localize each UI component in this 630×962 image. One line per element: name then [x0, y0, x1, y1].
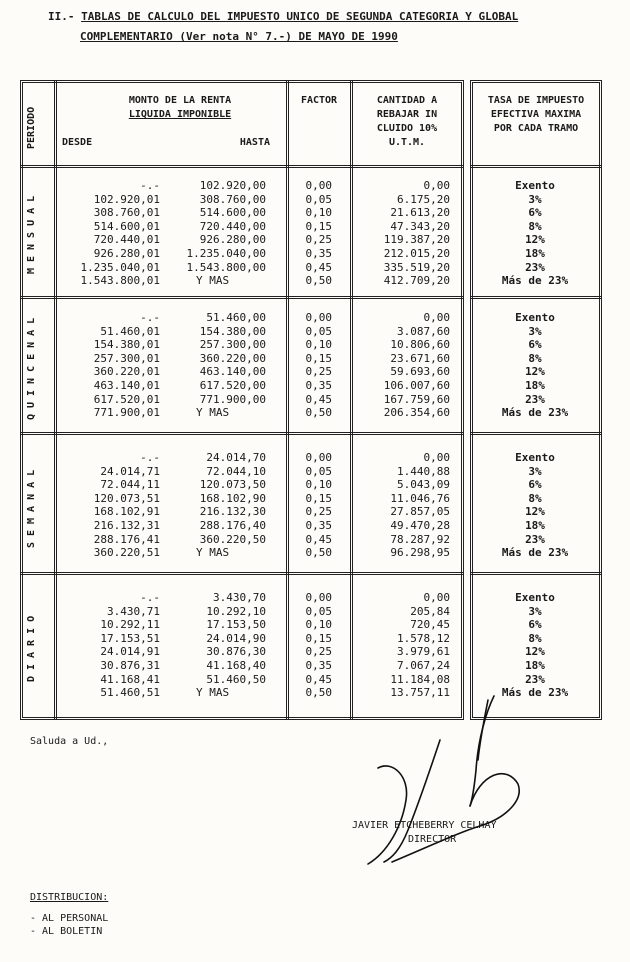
cell-hasta: 216.132,30 — [199, 505, 266, 519]
cell-desde: 514.600,01 — [93, 219, 160, 233]
cell-cantidad: 212.015,20 — [383, 247, 450, 260]
cell-desde: -.- — [140, 179, 160, 192]
distribution-title: DISTRIBUCION: — [30, 892, 109, 903]
cell-factor: 0,00 — [305, 451, 332, 464]
cell-desde: 10.292,11 — [100, 618, 160, 632]
cell-desde: 1.543.800,01 — [80, 274, 160, 288]
section-divider-2a — [20, 432, 464, 435]
cell-factor: 0,15 — [305, 219, 332, 233]
cell-desde: 216.132,31 — [93, 519, 160, 532]
cell-desde: 1.235.040,01 — [80, 260, 160, 274]
cell-hasta: 3.430,70 — [213, 591, 266, 604]
cell-factor: 0,15 — [305, 491, 332, 505]
cell-hasta: 257.300,00 — [199, 338, 266, 352]
header-monto-line2: LIQUIDA IMPONIBLE — [128, 109, 232, 120]
section-divider-2b — [470, 432, 602, 435]
header-divider-a — [20, 165, 464, 168]
cell-factor: 0,45 — [305, 392, 332, 406]
cell-factor: 0,35 — [305, 379, 332, 392]
cell-tasa: 6% — [528, 206, 542, 220]
cell-desde: 720.440,01 — [93, 233, 160, 247]
closing-text: Saluda a Ud., — [30, 736, 109, 747]
cell-cantidad: 11.046,76 — [390, 491, 450, 505]
signatory-title: DIRECTOR — [408, 834, 457, 845]
cell-tasa: 18% — [525, 519, 545, 532]
cell-cantidad: 11.184,08 — [390, 672, 450, 686]
cell-cantidad: 720,45 — [410, 618, 450, 632]
cell-tasa: Exento — [515, 311, 555, 324]
cell-tasa: 3% — [528, 464, 542, 478]
cell-factor: 0,05 — [305, 464, 332, 478]
header-periodo: PERIODO — [26, 106, 37, 150]
cell-hasta: 72.044,10 — [206, 464, 266, 478]
header-tasa-line1: TASA DE IMPUESTO — [487, 95, 585, 106]
period-label-mensual: MENSUAL — [26, 189, 37, 275]
cell-hasta: 41.168,40 — [206, 659, 266, 672]
cell-desde: 30.876,31 — [100, 659, 160, 672]
cell-factor: 0,35 — [305, 247, 332, 260]
cell-desde: -.- — [140, 311, 160, 324]
factor-column-divider — [286, 80, 289, 720]
cell-desde: 102.920,01 — [93, 192, 160, 206]
cell-factor: 0,45 — [305, 532, 332, 546]
cell-tasa: 18% — [525, 659, 545, 672]
cell-desde: 72.044,11 — [100, 478, 160, 492]
cell-hasta: 1.543.800,00 — [186, 260, 266, 274]
cell-hasta: Y MAS — [196, 406, 230, 420]
cell-factor: 0,10 — [305, 338, 332, 352]
cell-cantidad: 335.519,20 — [383, 260, 450, 274]
cell-hasta: 154.380,00 — [199, 324, 266, 338]
document-title-line1 — [48, 10, 518, 23]
cell-desde: -.- — [140, 591, 160, 604]
cell-cantidad: 1.440,88 — [397, 464, 450, 478]
cell-hasta: 24.014,90 — [206, 631, 266, 645]
header-factor: FACTOR — [300, 95, 338, 106]
cell-cantidad: 6.175,20 — [397, 192, 450, 206]
cell-hasta: 51.460,00 — [206, 311, 266, 324]
distribution-item: - AL BOLETIN — [30, 926, 103, 937]
cell-tasa: Exento — [515, 451, 555, 464]
cantidad-column-divider — [350, 80, 353, 720]
cell-cantidad: 3.979,61 — [397, 645, 450, 659]
distribution-item: - AL PERSONAL — [30, 913, 109, 924]
cell-hasta: 120.073,50 — [199, 478, 266, 492]
cell-tasa: Más de 23% — [501, 546, 569, 560]
cell-tasa: Exento — [515, 591, 555, 604]
cell-cantidad: 119.387,20 — [383, 233, 450, 247]
cell-factor: 0,50 — [305, 274, 332, 288]
cell-factor: 0,50 — [305, 686, 332, 700]
header-tasa-line2: EFECTIVA MAXIMA — [490, 109, 582, 120]
cell-desde: 154.380,01 — [93, 338, 160, 352]
cell-factor: 0,10 — [305, 478, 332, 492]
cell-tasa: 18% — [525, 247, 545, 260]
cell-tasa: 12% — [525, 365, 545, 379]
cell-factor: 0,35 — [305, 519, 332, 532]
cell-cantidad: 0,00 — [423, 311, 450, 324]
cell-factor: 0,10 — [305, 618, 332, 632]
document-title-line2 — [80, 30, 398, 43]
cell-hasta: 1.235.040,00 — [186, 247, 266, 260]
cell-factor: 0,10 — [305, 206, 332, 220]
cell-desde: 771.900,01 — [93, 406, 160, 420]
cell-factor: 0,50 — [305, 546, 332, 560]
cell-factor: 0,45 — [305, 260, 332, 274]
cell-factor: 0,05 — [305, 324, 332, 338]
cell-hasta: Y MAS — [196, 686, 230, 700]
cell-tasa: 12% — [525, 233, 545, 247]
section-divider-1a — [20, 296, 464, 299]
cell-tasa: 12% — [525, 645, 545, 659]
cell-hasta: 720.440,00 — [199, 219, 266, 233]
header-cantidad-line1: CANTIDAD A — [376, 95, 438, 106]
cell-desde: 360.220,51 — [93, 546, 160, 560]
cell-factor: 0,00 — [305, 179, 332, 192]
cell-cantidad: 78.287,92 — [390, 532, 450, 546]
cell-hasta: 30.876,30 — [206, 645, 266, 659]
section-divider-3b — [470, 572, 602, 575]
cell-hasta: 51.460,50 — [206, 672, 266, 686]
cell-tasa: 23% — [525, 672, 545, 686]
cell-hasta: 17.153,50 — [206, 618, 266, 632]
cell-cantidad: 27.857,05 — [390, 505, 450, 519]
cell-hasta: 288.176,40 — [199, 519, 266, 532]
cell-tasa: 8% — [528, 219, 542, 233]
cell-desde: 41.168,41 — [100, 672, 160, 686]
header-cantidad-line4: U.T.M. — [388, 137, 426, 148]
cell-cantidad: 5.043,09 — [397, 478, 450, 492]
cell-factor: 0,05 — [305, 192, 332, 206]
cell-tasa: 18% — [525, 379, 545, 392]
header-desde: DESDE — [62, 137, 93, 148]
cell-desde: 17.153,51 — [100, 631, 160, 645]
cell-cantidad: 0,00 — [423, 591, 450, 604]
section-divider-3a — [20, 572, 464, 575]
cell-cantidad: 412.709,20 — [383, 274, 450, 288]
cell-cantidad: 47.343,20 — [390, 219, 450, 233]
cell-cantidad: 10.806,60 — [390, 338, 450, 352]
header-tasa-line3: POR CADA TRAMO — [493, 123, 579, 134]
cell-hasta: 360.220,50 — [199, 532, 266, 546]
cell-desde: 288.176,41 — [93, 532, 160, 546]
cell-tasa: 23% — [525, 260, 545, 274]
cell-cantidad: 106.007,60 — [383, 379, 450, 392]
cell-hasta: Y MAS — [196, 274, 230, 288]
cell-cantidad: 96.298,95 — [390, 546, 450, 560]
cell-cantidad: 167.759,60 — [383, 392, 450, 406]
cell-factor: 0,25 — [305, 365, 332, 379]
cell-cantidad: 1.578,12 — [397, 631, 450, 645]
cell-cantidad: 59.693,60 — [390, 365, 450, 379]
section-divider-1b — [470, 296, 602, 299]
header-monto-line1: MONTO DE LA RENTA — [128, 95, 232, 106]
cell-tasa: 6% — [528, 478, 542, 492]
cell-cantidad: 0,00 — [423, 451, 450, 464]
cell-tasa: Exento — [515, 179, 555, 192]
cell-tasa: 3% — [528, 604, 542, 618]
cell-tasa: 6% — [528, 618, 542, 632]
cell-hasta: 10.292,10 — [206, 604, 266, 618]
period-label-quincenal: QUINCENAL — [26, 311, 37, 421]
cell-hasta: Y MAS — [196, 546, 230, 560]
cell-tasa: 23% — [525, 532, 545, 546]
cell-desde: 120.073,51 — [93, 491, 160, 505]
cell-cantidad: 21.613,20 — [390, 206, 450, 220]
cell-tasa: Más de 23% — [501, 686, 569, 700]
cell-factor: 0,25 — [305, 645, 332, 659]
title-prefix: II.- — [48, 10, 82, 23]
cell-factor: 0,05 — [305, 604, 332, 618]
cell-desde: 51.460,01 — [100, 324, 160, 338]
cell-factor: 0,25 — [305, 505, 332, 519]
cell-cantidad: 49.470,28 — [390, 519, 450, 532]
cell-factor: 0,00 — [305, 311, 332, 324]
cell-hasta: 514.600,00 — [199, 206, 266, 220]
title-text-2: COMPLEMENTARIO (Ver nota N° 7.-) DE MAYO DE 1990 — [80, 30, 398, 43]
cell-desde: 617.520,01 — [93, 392, 160, 406]
cell-tasa: 8% — [528, 351, 542, 365]
cell-hasta: 617.520,00 — [199, 379, 266, 392]
cell-cantidad: 0,00 — [423, 179, 450, 192]
cell-tasa: 8% — [528, 631, 542, 645]
title-text-1: TABLAS DE CALCULO DEL IMPUESTO UNICO DE SEGUNDA CATEGORIA Y GLOBAL — [81, 10, 519, 23]
cell-desde: 24.014,91 — [100, 645, 160, 659]
cell-factor: 0,35 — [305, 659, 332, 672]
period-label-diario: DIARIO — [26, 609, 37, 683]
cell-hasta: 308.760,00 — [199, 192, 266, 206]
cell-cantidad: 205,84 — [410, 604, 450, 618]
cell-desde: 3.430,71 — [107, 604, 160, 618]
header-cantidad-line3: CLUIDO 10% — [376, 123, 438, 134]
cell-factor: 0,50 — [305, 406, 332, 420]
signatory-name: JAVIER ETCHEBERRY CELHAY — [352, 820, 497, 831]
cell-desde: 257.300,01 — [93, 351, 160, 365]
cell-tasa: Más de 23% — [501, 274, 569, 288]
cell-factor: 0,15 — [305, 631, 332, 645]
period-label-semanal: SEMANAL — [26, 463, 37, 549]
cell-hasta: 771.900,00 — [199, 392, 266, 406]
cell-tasa: 12% — [525, 505, 545, 519]
cell-hasta: 168.102,90 — [199, 491, 266, 505]
cell-desde: 51.460,51 — [100, 686, 160, 700]
cell-hasta: 360.220,00 — [199, 351, 266, 365]
cell-factor: 0,15 — [305, 351, 332, 365]
cell-tasa: 23% — [525, 392, 545, 406]
cell-hasta: 102.920,00 — [199, 179, 266, 192]
cell-factor: 0,25 — [305, 233, 332, 247]
cell-hasta: 463.140,00 — [199, 365, 266, 379]
cell-desde: -.- — [140, 451, 160, 464]
header-cantidad-line2: REBAJAR IN — [376, 109, 438, 120]
header-hasta: HASTA — [239, 137, 270, 148]
cell-cantidad: 7.067,24 — [397, 659, 450, 672]
cell-desde: 926.280,01 — [93, 247, 160, 260]
cell-cantidad: 23.671,60 — [390, 351, 450, 365]
header-divider-b — [470, 165, 602, 168]
cell-tasa: 8% — [528, 491, 542, 505]
cell-desde: 463.140,01 — [93, 379, 160, 392]
periodo-column-divider — [54, 80, 57, 720]
cell-tasa: 6% — [528, 338, 542, 352]
cell-factor: 0,00 — [305, 591, 332, 604]
cell-tasa: Más de 23% — [501, 406, 569, 420]
cell-tasa: 3% — [528, 192, 542, 206]
cell-cantidad: 13.757,11 — [390, 686, 450, 700]
cell-cantidad: 206.354,60 — [383, 406, 450, 420]
cell-hasta: 926.280,00 — [199, 233, 266, 247]
cell-desde: 308.760,01 — [93, 206, 160, 220]
cell-desde: 168.102,91 — [93, 505, 160, 519]
cell-tasa: 3% — [528, 324, 542, 338]
cell-hasta: 24.014,70 — [206, 451, 266, 464]
cell-desde: 24.014,71 — [100, 464, 160, 478]
cell-factor: 0,45 — [305, 672, 332, 686]
cell-cantidad: 3.087,60 — [397, 324, 450, 338]
cell-desde: 360.220,01 — [93, 365, 160, 379]
